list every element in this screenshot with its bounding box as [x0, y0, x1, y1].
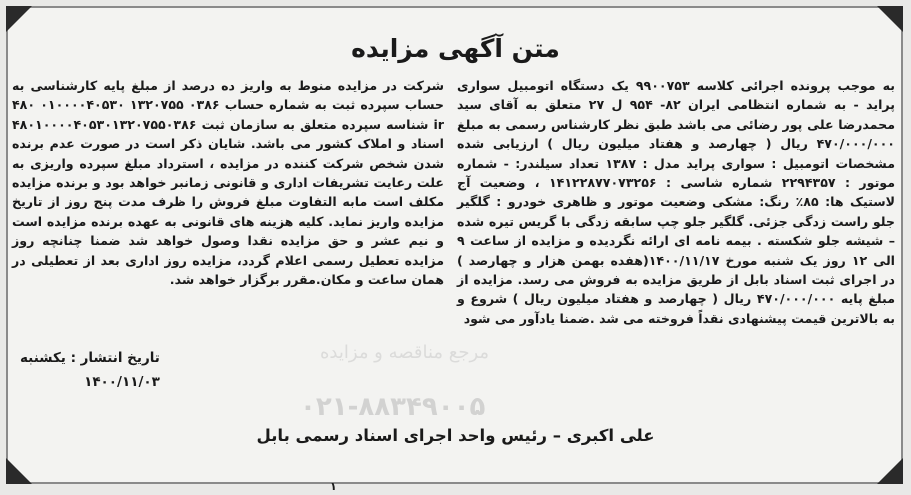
- corner-ornament: [877, 6, 903, 32]
- publish-info: [20, 346, 160, 394]
- corner-ornament: [6, 458, 32, 484]
- signature-line: علی اکبری – رئیس واحد اجرای اسناد رسمی بابل: [256, 426, 655, 445]
- corner-ornament: [877, 458, 903, 484]
- watermark-label: مرجع مناقصه و مزایده: [320, 342, 490, 363]
- page-mark: ۱: [330, 480, 337, 493]
- publish-date: ۱۴۰۰/۱۱/۰۳: [84, 374, 160, 390]
- watermark-phone: ۰۲۱-۸۸۳۴۹۰۰۵: [300, 392, 486, 422]
- notice-title: متن آگهی مزایده: [351, 34, 560, 63]
- corner-ornament: [6, 6, 32, 32]
- notice-body-left: شرکت در مزایده منوط به واریز ده درصد از مبلغ پایه کارشناسی به حساب سپرده ثبت به شماره حساب ۰۳۸۶ ۱۳۲۰۷۵۵ ۰۱۰۰۰۰۴۰۵۳۰ ۴۸۰ ir شناسه سپرده متعلق به سازمان ثبت ۴۸۰۱۰۰۰۰۴۰۵۳۰۱۳۲۰۷۵۵۰۳۸۶ اسناد و املاک کشور می باشد. شایان ذکر است در صورت عدم برنده شدن شخص شرکت کننده در مزایده ، استرداد مبلغ سپرده واریزی به علت رعایت تشریفات اداری و قانونی زمانبر خواهد بود و برنده مزایده مکلف است مابه التفاوت مبلغ فروش را ظرف مدت پنج روز از تاریخ مزایده واریز نماید. کلیه هزینه های قانونی به عهده برنده مزایده است و نیم عشر و حق مزایده نقدا وصول خواهد شد ضمنا چنانچه روز مزایده تعطیل رسمی اعلام گردد، مزایده روز اداری بعد از تعطیلی در همان ساعت و مکان.مقرر برگزار خواهد شد.: [12, 78, 445, 288]
- notice-body-right: به موجب پرونده اجرائی کلاسه ۹۹۰۰۷۵۳ یک دستگاه اتومبیل سواری پراید - به شماره انتظامی ایران ۸۲- ۹۵۴ ل ۲۷ متعلق به آقای سید محمدرضا علی پور رضائی می باشد طبق نظر کارشناس رسمی به مبلغ ۴۷۰/۰۰۰/۰۰۰ ریال ( چهارصد و هفتاد میلیون ریال ) ارزیابی شده مشخصات اتومبیل : سواری پراید مدل : ۱۳۸۷ تعداد سیلندر: - شماره موتور : ۲۲۹۴۳۵۷ شماره شاسی : ۱۴۱۲۲۸۷۷۰۷۳۲۵۶ ، وضعیت آج لاستیک ها: ۸۵٪ رنگ: مشکی وضعیت موتور و ظاهری خودرو : گلگیر جلو راست زدگی جزئی. گلگیر جلو چپ سابقه زدگی با گریس تیره شده – شیشه جلو شکسته . بیمه نامه ای ارائه نگردیده و مزایده از ساعت ۹ الی ۱۲ روز یک شنبه مورخ ۱۴۰۰/۱۱/۱۷(هفده بهمن هزار و چهارصد ) در اجرای ثبت اسناد بابل از طریق مزایده به فروش می رسد. مزایده از مبلغ پایه ۴۷۰/۰۰۰/۰۰۰ ریال ( چهارصد و هفتاد میلیون ریال ) شروع و به بالاترین قیمت پیشنهادی نقداً فروخته می شد .ضمنا یادآور می شود: [457, 78, 896, 326]
- publish-label: تاریخ انتشار : یکشنبه: [20, 350, 160, 366]
